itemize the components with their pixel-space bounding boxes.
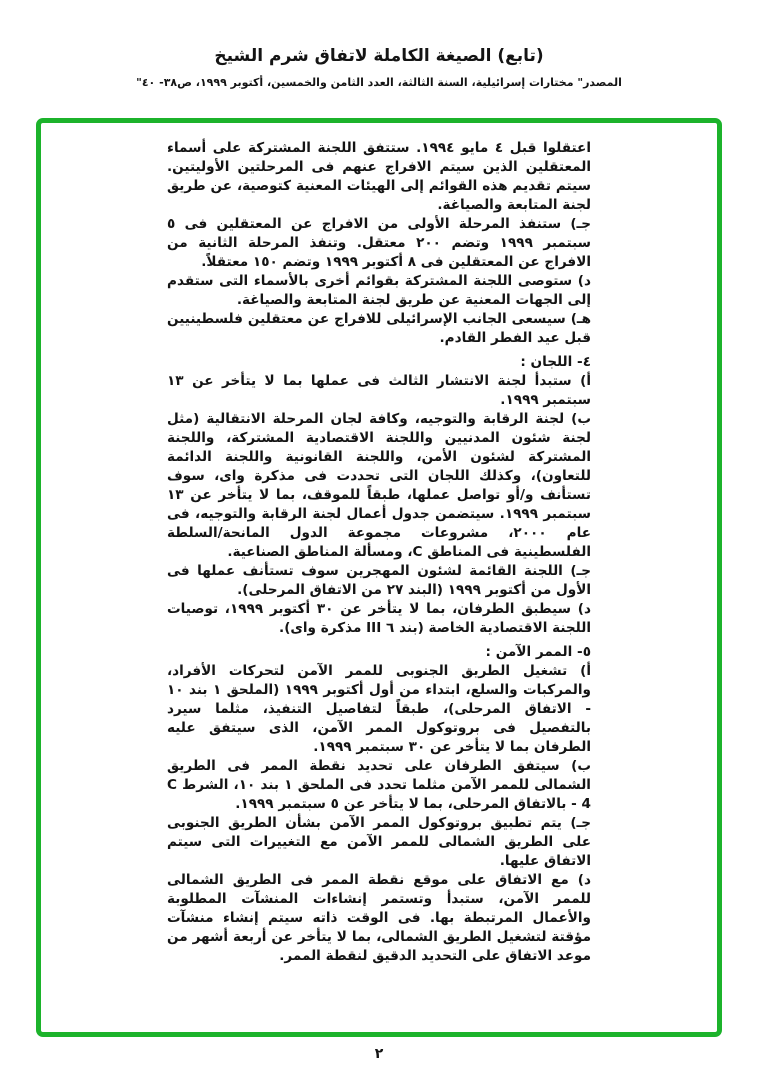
paragraph: ب) لجنة الرقابة والتوجيه، وكافة لجان المرحلة الانتقالية (مثل لجنة شئون المدنيين واللجنة الاقتصادية المشتركة، واللجنة المشتركة لشئون الأمن، واللجنة القانونية واللجنة الدائمة للتعاون)، وكذلك اللجان التى تحددت فى مذكرة واى، سوف تستأنف و/أو تواصل عملها، طبقاً للموقف، بما لا يتأخر عن ١٣ سبتمبر ١٩٩٩. سيتضمن جدول أعمال لجنة الرقابة والتوجيه، فى عام ٢٠٠٠، مشروعات مجموعة الدول المانحة/السلطة الفلسطينية فى المناطق C، ومسألة المناطق الصناعية. <box>167 411 591 560</box>
source-citation: المصدر" مختارات إسرائيلية، السنة الثالثة، العدد الثامن والخمسين، أكتوبر ١٩٩٩، ص٣٨- ٤٠" <box>136 76 622 89</box>
section-heading: ٤- اللجان : <box>520 354 591 370</box>
paragraph: د) مع الاتفاق على موقع نقطة الممر فى الطريق الشمالى للممر الآمن، ستبدأ وتستمر إنشاءات المنشآت المطلوبة والأعمال المرتبطة بها. فى الوقت ذاته سيتم إنشاء منشآت مؤقتة لتشغيل الطريق الشمالى، بما لا يتأخر عن أربعة أشهر من موعد الاتفاق على التحديد الدقيق لنقطة الممر. <box>167 872 591 964</box>
page-footer <box>0 1046 758 1062</box>
paragraph: أ) ستبدأ لجنة الانتشار الثالث فى عملها بما لا يتأخر عن ١٣ سبتمبر ١٩٩٩. <box>167 373 591 408</box>
green-content-frame <box>36 118 722 1037</box>
page-number: ٢ <box>374 1046 384 1062</box>
paragraph: هـ) سيسعى الجانب الإسرائيلى للافراج عن معتقلين فلسطينيين قبل عيد الفطر القادم. <box>167 311 591 346</box>
paragraph: اعتقلوا قبل ٤ مايو ١٩٩٤. ستتفق اللجنة المشتركة على أسماء المعتقلين الذين سيتم الافراج عنهم فى المرحلتين الأوليتين. سيتم تقديم هذه القوائم إلى الهيئات المعنية كتوصية، عن طريق لجنة المتابعة والصياغة. <box>167 140 591 213</box>
body-text-column <box>167 139 591 966</box>
paragraph: جـ) ستنفذ المرحلة الأولى من الافراج عن المعتقلين فى ٥ سبتمبر ١٩٩٩ وتضم ٢٠٠ معتقل. وتنفذ المرحلة الثانية من الافراج عن المعتقلين فى ٨ أكتوبر ١٩٩٩ وتضم ١٥٠ معتقلاً. <box>167 216 592 270</box>
paragraph: أ) تشغيل الطريق الجنوبى للممر الآمن لتحركات الأفراد، والمركبات والسلع، ابتداء من أول أكتوبر ١٩٩٩ (الملحق ١ بند ١٠ - الاتفاق المرحلى)، طبقاً لتفاصيل التنفيذ، مثلما سيرد بالتفصيل فى بروتوكول الممر الآمن، الذى سيتفق عليه الطرفان بما لا يتأخر عن ٣٠ سبتمبر ١٩٩٩. <box>167 663 591 755</box>
paragraph: ب) سيتفق الطرفان على تحديد نقطة الممر فى الطريق الشمالى للممر الآمن مثلما تحدد فى الملحق ١ بند ١٠، الشرط C - 4 بالاتفاق المرحلى، بما لا يتأخر عن ٥ سبتمبر ١٩٩٩. <box>167 758 591 812</box>
paragraph: جـ) يتم تطبيق بروتوكول الممر الآمن بشأن الطريق الجنوبى على الطريق الشمالى للممر الآمن مع التغييرات التى سيتم الاتفاق عليها. <box>167 815 591 869</box>
paragraph: جـ) اللجنة القائمة لشئون المهجرين سوف تستأنف عملها فى الأول من أكتوبر ١٩٩٩ (البند ٢٧ من الاتفاق المرحلى). <box>167 563 591 598</box>
page-title: (تابع) الصيغة الكاملة لاتفاق شرم الشيخ <box>214 46 544 66</box>
section-heading: ٥- الممر الآمن : <box>485 644 591 660</box>
paragraph: د) سيطبق الطرفان، بما لا يتأخر عن ٣٠ أكتوبر ١٩٩٩، توصيات اللجنة الاقتصادية الخاصة (بند ٦ III مذكرة واى). <box>167 601 591 636</box>
page-header <box>0 46 758 89</box>
paragraph: د) ستوصى اللجنة المشتركة بقوائم أخرى بالأسماء التى ستقدم إلى الجهات المعنية عن طريق لجنة المتابعة والصياغة. <box>167 273 591 308</box>
